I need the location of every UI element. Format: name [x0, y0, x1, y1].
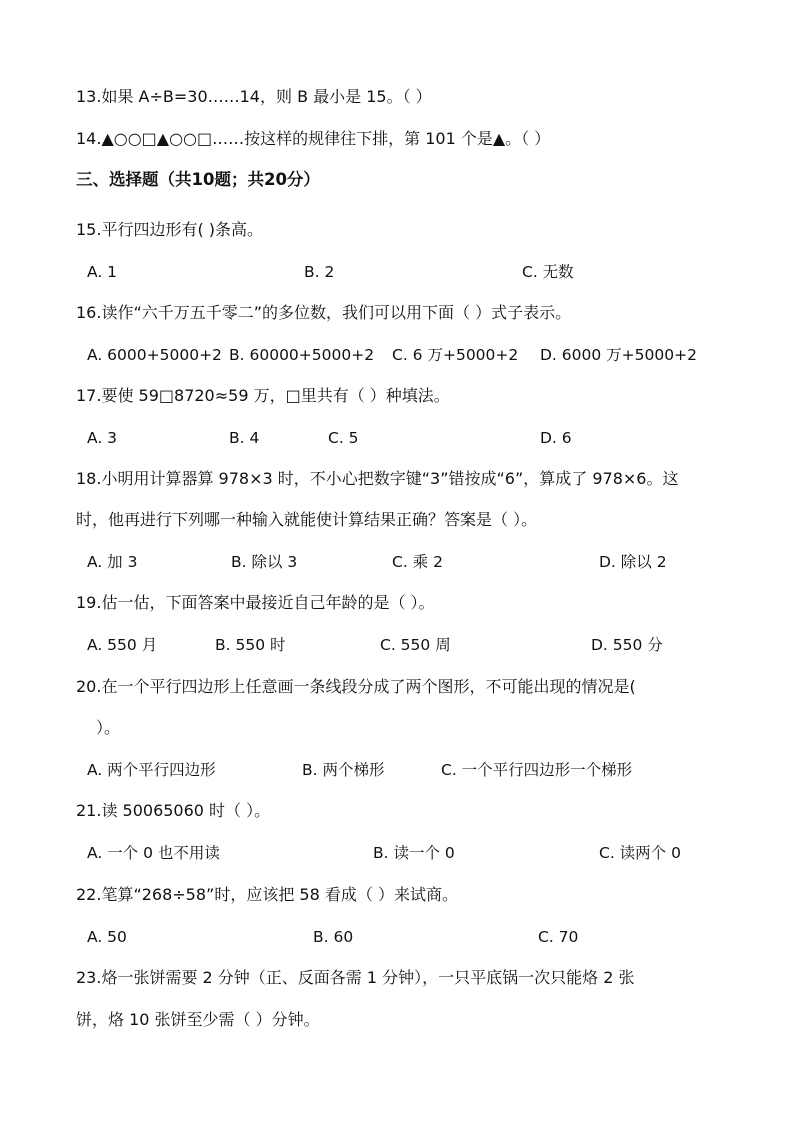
question-13: 13.如果 A÷B=30……14，则 B 最小是 15。（ ） [76, 87, 432, 106]
q18-option-c: C. 乘 2 [392, 553, 443, 571]
question-14: 14.▲○○□▲○○□……按这样的规律往下排，第 101 个是▲。（ ） [76, 129, 551, 148]
q18-option-b: B. 除以 3 [231, 553, 298, 571]
q19-option-d: D. 550 分 [591, 636, 663, 654]
q15-option-b: B. 2 [304, 263, 335, 281]
question-20-line-2: ）。 [96, 718, 121, 737]
q21-option-c: C. 读两个 0 [599, 844, 681, 862]
q16-option-d: D. 6000 万+5000+2 [540, 346, 697, 364]
question-20-line-1: 20.在一个平行四边形上任意画一条线段分成了两个图形，不可能出现的情况是( [76, 677, 636, 696]
question-23-line-1: 23.烙一张饼需要 2 分钟（正、反面各需 1 分钟），一只平底锅一次只能烙 2 张 [76, 968, 635, 987]
q21-option-a: A. 一个 0 也不用读 [87, 844, 220, 862]
q18-option-a: A. 加 3 [87, 553, 138, 571]
question-18-line-1: 18.小明用计算器算 978×3 时，不小心把数字键“3”错按成“6”，算成了 978×6。这 [76, 469, 679, 488]
q15-option-c: C. 无数 [522, 263, 574, 281]
q21-option-b: B. 读一个 0 [373, 844, 455, 862]
q19-option-a: A. 550 月 [87, 636, 158, 654]
q22-option-c: C. 70 [538, 928, 579, 946]
q16-option-b: B. 60000+5000+2 [229, 346, 375, 364]
question-19: 19.估一估，下面答案中最接近自己年龄的是（ ）。 [76, 593, 435, 612]
q20-option-a: A. 两个平行四边形 [87, 761, 216, 779]
q17-option-c: C. 5 [328, 429, 359, 447]
q15-option-a: A. 1 [87, 263, 118, 281]
q18-option-d: D. 除以 2 [599, 553, 667, 571]
question-17: 17.要使 59□8720≈59 万，□里共有（ ）种填法。 [76, 386, 450, 405]
question-16: 16.读作“六千万五千零二”的多位数，我们可以用下面（ ）式子表示。 [76, 303, 572, 322]
question-21: 21.读 50065060 时（ ）。 [76, 801, 271, 820]
q22-option-a: A. 50 [87, 928, 127, 946]
q19-option-b: B. 550 时 [215, 636, 286, 654]
q20-option-b: B. 两个梯形 [302, 761, 385, 779]
question-23-line-2: 饼，烙 10 张饼至少需（ ）分钟。 [76, 1010, 320, 1029]
q17-option-d: D. 6 [540, 429, 572, 447]
q17-option-a: A. 3 [87, 429, 118, 447]
q19-option-c: C. 550 周 [380, 636, 451, 654]
section-heading-choice: 三、选择题（共10题；共20分） [76, 170, 320, 189]
q17-option-b: B. 4 [229, 429, 260, 447]
q16-option-c: C. 6 万+5000+2 [392, 346, 519, 364]
question-18-line-2: 时，他再进行下列哪一种输入就能使计算结果正确？答案是（ ）。 [76, 510, 538, 529]
q20-option-c: C. 一个平行四边形一个梯形 [441, 761, 633, 779]
question-22: 22.笔算“268÷58”时，应该把 58 看成（ ）来试商。 [76, 885, 458, 904]
q22-option-b: B. 60 [313, 928, 354, 946]
q16-option-a: A. 6000+5000+2 [87, 346, 222, 364]
question-15: 15.平行四边形有( )条高。 [76, 220, 264, 239]
